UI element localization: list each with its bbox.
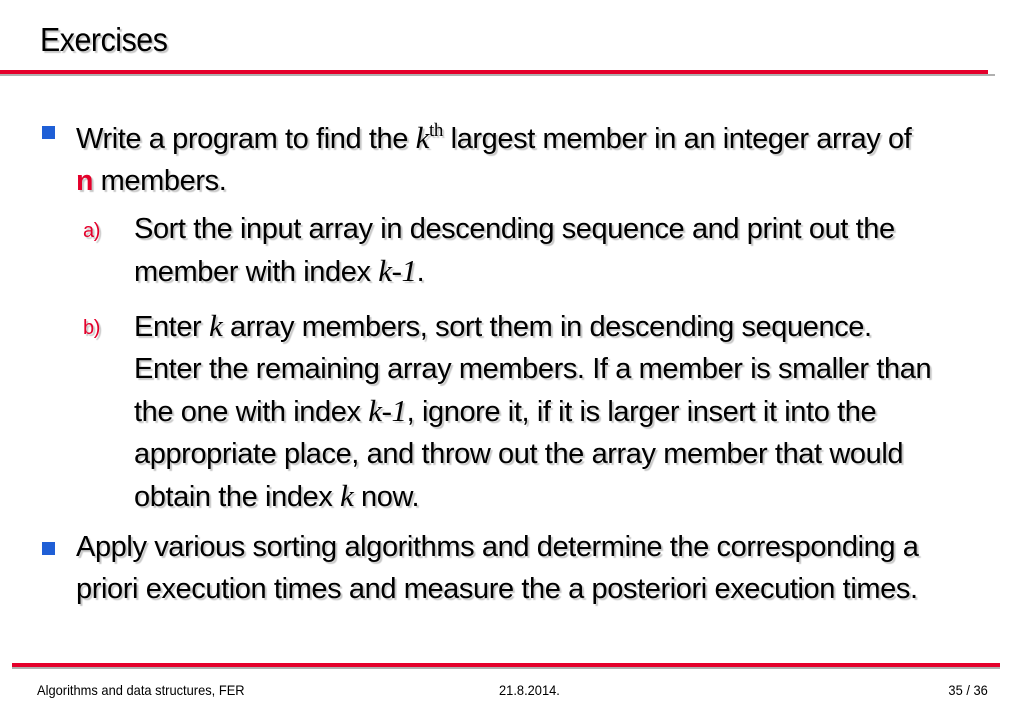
sub-b-line-2: Enter the remaining array members. If a member is smaller than: [134, 353, 932, 385]
footer-date: 21.8.2014.: [499, 682, 560, 698]
bullet-2-line-2: priori execution times and measure the a posteriori execution times.: [76, 573, 918, 605]
sub-marker-b: b): [83, 317, 100, 339]
slide-title: Exercises: [40, 21, 168, 58]
k-variable: k: [415, 120, 430, 155]
bullet-1-line-2: n members.: [76, 165, 227, 199]
bullet-2-line-1: Apply various sorting algorithms and determine the corresponding a: [76, 531, 919, 563]
sub-b-line-1: Enter k array members, sort them in descending sequence.: [134, 308, 872, 343]
square-bullet-icon: [42, 126, 55, 139]
sub-item-a: [40, 208, 1000, 293]
sub-b-line-4: appropriate place, and throw out the array member that would: [134, 438, 904, 470]
footer-rule-shadow: [12, 667, 1000, 669]
slide-content: [40, 110, 1000, 610]
k-variable: k: [340, 478, 354, 513]
k-minus-1-variable: k-1: [368, 393, 407, 428]
sub-b-line-5: obtain the index k now.: [134, 478, 420, 513]
sub-a-line-1: Sort the input array in descending sequence and print out the: [134, 213, 895, 245]
bullet-item-1: [40, 110, 1000, 204]
sub-b-line-3: the one with index k-1, ignore it, if it is larger insert it into the: [134, 393, 877, 428]
k-minus-1-variable: k-1: [378, 253, 417, 288]
footer-course-name: Algorithms and data structures, FER: [37, 682, 245, 698]
sub-item-b: [40, 305, 1000, 518]
sub-marker-a: a): [83, 220, 100, 242]
k-variable: k: [208, 308, 223, 343]
bullet-item-2: [40, 526, 1000, 610]
sub-a-line-2: member with index k-1.: [134, 253, 425, 288]
header-rule-shadow: [0, 74, 995, 76]
th-superscript: th: [429, 120, 443, 141]
footer-page-number: 35 / 36: [948, 682, 988, 698]
square-bullet-icon: [42, 542, 55, 555]
bullet-1-line-1: Write a program to find the $k^{th}$ largest member in an integer array of: [76, 120, 912, 155]
n-variable-code: n: [76, 166, 94, 199]
